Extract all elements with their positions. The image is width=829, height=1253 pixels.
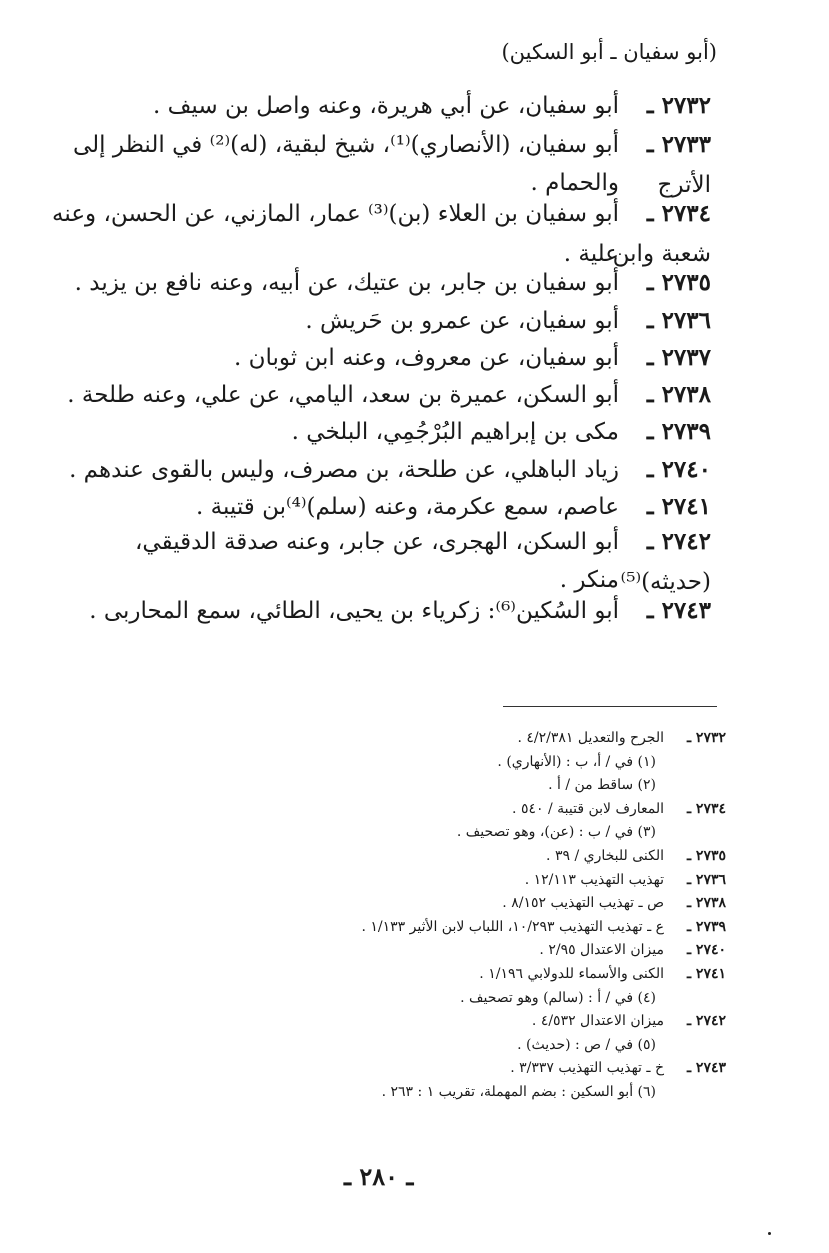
entry-text: مكى بن إبراهيم البُرْجُمِي، البلخي .: [291, 419, 619, 445]
entry-number: ٢٧٣٣ ـ: [646, 131, 711, 158]
footnote-text: (٤) في / أ : (سالم) وهو تصحيف .: [460, 989, 656, 1006]
entry-number: ٢٧٣٨ ـ: [646, 381, 711, 408]
footnote-separator: [503, 706, 717, 707]
footnote-row: [166, 800, 726, 818]
entry: [69, 450, 711, 490]
entry: [292, 412, 711, 452]
entry-number: ٢٧٤١ ـ: [646, 493, 711, 520]
entry-text: أبو سفيان، عن معروف، وعنه ابن ثوبان .: [233, 345, 619, 371]
footnote-text: (٢) ساقط من / أ .: [548, 777, 656, 794]
footnote-text: الجرح والتعديل ٤/٢/٣٨١ .: [517, 730, 664, 746]
entry-text: أبو سفيان بن العلاء (بن)⁽³⁾ عمار، المازني، عن الحسن، وعنه شعبة وابن: [52, 201, 711, 267]
footnote-row: [166, 729, 726, 747]
footnote-text: الكنى للبخاري / ٣٩ .: [546, 848, 664, 864]
entry-number: ٢٧٤٢ ـ: [646, 528, 711, 555]
entry-text: زياد الباهلي، عن طلحة، بن مصرف، وليس بالقوى عندهم .: [69, 457, 619, 483]
entry-number: ٢٧٣٢ ـ: [646, 92, 711, 119]
footnote-text: الكنى والأسماء للدولابي ١/١٩٦ .: [479, 966, 664, 982]
footnote-text: تهذيب التهذيب ١٢/١١٣ .: [524, 871, 664, 888]
footnote-text: ميزان الاعتدال ٤/٥٣٢ .: [531, 1013, 664, 1030]
footnote-text: (٣) في / ب : (عن)، وهو تصحيف .: [456, 824, 656, 841]
entry-number: ٢٧٣٩ ـ: [646, 418, 711, 445]
footnote-row: [166, 776, 726, 794]
footnote-row: [166, 847, 726, 865]
entry: [89, 591, 711, 631]
footnote-row: [166, 1083, 726, 1101]
scan-speck: [768, 1232, 771, 1235]
entry-number: ٢٧٣٤ ـ: [646, 200, 711, 227]
entry-text: أبو سفيان، (الأنصاري)⁽¹⁾، شيخ لبقية، (له)⁽²⁾ في النظر إلى الأترج: [73, 132, 711, 198]
page-number: ـ ٢٨٠ ـ: [344, 1162, 414, 1191]
footnote-row: [166, 1036, 726, 1054]
footnote-row: [166, 965, 726, 983]
entry-continuation: علية .: [563, 241, 619, 267]
footnote-ref-number: ٢٧٣٦ ـ: [686, 871, 726, 888]
footnote-row: [166, 918, 726, 936]
entry-number: ٢٧٣٧ ـ: [646, 344, 711, 371]
entry-text: أبو سفيان، عن عمرو بن حَريش .: [305, 308, 619, 334]
entry: [234, 338, 711, 378]
footnote-ref-number: ٢٧٤٠ ـ: [686, 942, 726, 959]
footnote-text: ص ـ تهذيب التهذيب ٨/١٥٢ .: [502, 895, 664, 912]
entry-text: أبو السُكين⁽⁶⁾: زكرياء بن يحيى، الطائي، سمع المحاربى .: [89, 598, 619, 624]
footnote-ref-number: ٢٧٣٥ ـ: [686, 848, 726, 864]
footnote-text: المعارف لابن قتيبة / ٥٤٠ .: [512, 800, 664, 817]
entry-text: عاصم، سمع عكرمة، وعنه (سلم)⁽⁴⁾بن قتيبة .: [195, 494, 619, 520]
entry-text: أبو سفيان بن جابر، بن عتيك، عن أبيه، وعنه نافع بن يزيد .: [74, 270, 619, 296]
footnote-text: (١) في / أ، ب : (الأنهاري) .: [497, 753, 656, 770]
entry-number: ٢٧٤٣ ـ: [646, 597, 711, 624]
footnote-row: [166, 753, 726, 771]
entry: [67, 375, 711, 415]
footnote-ref-number: ٢٧٣٩ ـ: [686, 918, 726, 935]
entry-continuation: منكر .: [559, 567, 619, 593]
footnote-ref-number: ٢٧٤٣ ـ: [686, 1060, 726, 1077]
footnote-row: [166, 823, 726, 841]
entry-text: أبو السكن، الهجرى، عن جابر، وعنه صدقة الدقيقي، (حديثه)⁽⁵⁾: [135, 529, 711, 595]
footnote-row: [166, 894, 726, 912]
entry: [153, 86, 711, 126]
footnote-text: ع ـ تهذيب التهذيب ١٠/٢٩٣، اللباب لابن الأثير ١/١٣٣ .: [361, 918, 664, 935]
entry: [196, 487, 711, 527]
footnote-text: ميزان الاعتدال ٢/٩٥ .: [539, 942, 664, 959]
footnote-ref-number: ٢٧٤١ ـ: [686, 966, 726, 982]
footnote-row: [166, 1012, 726, 1030]
footnote-ref-number: ٢٧٣٢ ـ: [686, 730, 726, 746]
entry-continuation: والحمام .: [530, 170, 619, 196]
footnote-row: [166, 989, 726, 1007]
entry-text: أبو السكن، عميرة بن سعد، اليامي، عن علي، وعنه طلحة .: [67, 382, 619, 408]
entry: [305, 301, 711, 341]
footnote-row: [166, 1059, 726, 1077]
footnote-text: (٦) أبو السكين : بضم المهملة، تقريب ١ : ٢٦٣ .: [381, 1084, 656, 1100]
footnote-ref-number: ٢٧٤٢ ـ: [686, 1013, 726, 1030]
entry: [75, 263, 711, 303]
footnote-text: (٥) في / ص : (حديث) .: [517, 1036, 656, 1053]
footnote-ref-number: ٢٧٣٨ ـ: [686, 895, 726, 912]
footnote-ref-number: ٢٧٣٤ ـ: [686, 800, 726, 817]
entry-text: أبو سفيان، عن أبي هريرة، وعنه واصل بن سيف .: [152, 93, 619, 119]
entry-number: ٢٧٣٦ ـ: [646, 307, 711, 334]
entry-number: ٢٧٤٠ ـ: [646, 456, 711, 483]
footnote-row: [166, 941, 726, 959]
footnote-text: خ ـ تهذيب التهذيب ٣/٣٣٧ .: [510, 1060, 664, 1077]
footnote-row: [166, 871, 726, 889]
entry-number: ٢٧٣٥ ـ: [646, 269, 711, 296]
running-header: (أبو سفيان ـ أبو السكين): [501, 40, 717, 64]
